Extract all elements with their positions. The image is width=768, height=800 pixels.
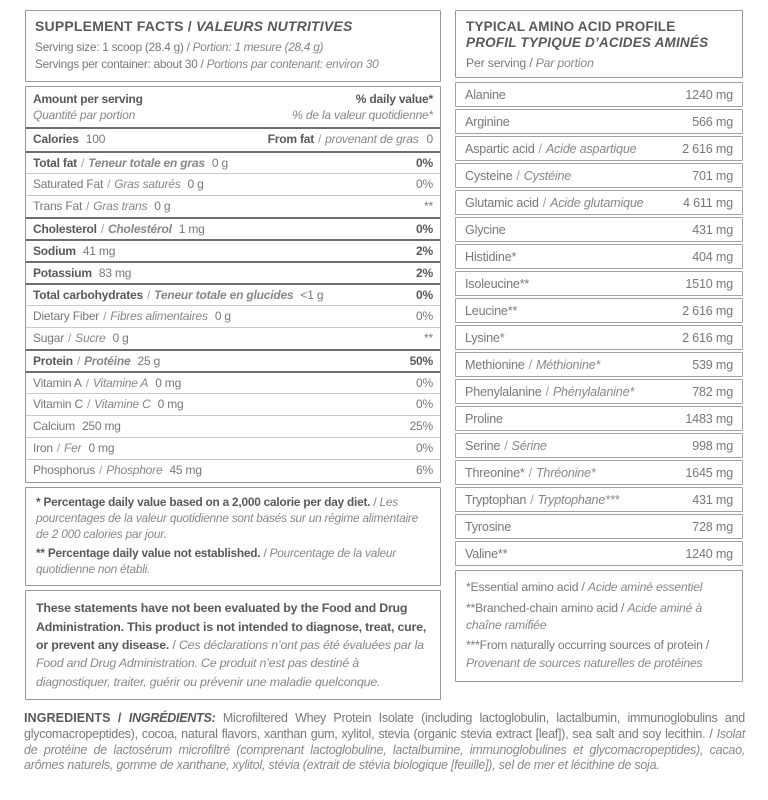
daily-value-label: % daily value* bbox=[355, 92, 433, 107]
from-fat-value: 0 bbox=[426, 132, 433, 147]
amino-name-fr: Tryptophane*** bbox=[537, 492, 620, 507]
amino-row bbox=[455, 460, 743, 485]
amino-name-en: Cysteine bbox=[465, 168, 513, 183]
amino-name-en: Lysine* bbox=[465, 330, 505, 345]
nutrient-name-en: Protein bbox=[33, 354, 73, 369]
daily-value: 0% bbox=[416, 376, 433, 391]
amino-row bbox=[455, 379, 743, 404]
nutrient-amount: 1 mg bbox=[178, 222, 205, 237]
amino-value: 2 616 mg bbox=[682, 330, 733, 345]
footnote-en: *Essential amino acid bbox=[466, 580, 579, 595]
nutrition-table-header bbox=[26, 87, 440, 129]
nutrition-row bbox=[26, 239, 440, 261]
amino-value: 1240 mg bbox=[685, 546, 733, 561]
daily-value: 0% bbox=[416, 177, 433, 192]
slash-separator: / bbox=[99, 463, 103, 478]
daily-value: 2% bbox=[416, 266, 433, 281]
slash-separator: / bbox=[86, 199, 90, 214]
nutrient-amount: 41 mg bbox=[82, 244, 116, 259]
footnote bbox=[36, 546, 430, 578]
amino-title-en: TYPICAL AMINO ACID PROFILE bbox=[466, 19, 676, 34]
disclaimer-en: These statements have not been evaluated by the Food and Drug Administration. This product is not intended to diagnose, treat, cure, or prevent any disease. bbox=[36, 601, 427, 653]
nutrition-rows bbox=[26, 151, 440, 481]
amino-name-fr: Acide aspartique bbox=[545, 141, 637, 156]
ingredients-text-fr: Isolat de protéine de lactosérum microfiltré (comprenant lactoglobuline, lactalbumine, immunoglobulines et glycomacropeptides), cacao, arômes naturels, gomme de xanthane, xylitol, stévia (extrait de stévia biologique [feuille]), sel de mer et lécithine de soja. bbox=[24, 726, 745, 773]
amino-name-en: Serine bbox=[465, 438, 501, 453]
nutrient-name-en: Saturated Fat bbox=[33, 177, 104, 192]
slash-separator: / bbox=[85, 376, 89, 391]
slash-separator: / bbox=[200, 57, 204, 72]
nutrient-amount: 25 g bbox=[137, 354, 161, 369]
slash-separator: / bbox=[76, 354, 81, 369]
nutrient-name-en: Phosphorus bbox=[33, 463, 96, 478]
per-serving-line bbox=[466, 56, 732, 70]
nutrient-name-en: Vitamin C bbox=[33, 397, 83, 412]
nutrient-name-en: Cholesterol bbox=[33, 222, 97, 237]
slash-separator: / bbox=[80, 156, 85, 171]
footnote bbox=[466, 600, 732, 635]
nutrient-name-fr: Gras trans bbox=[93, 199, 148, 214]
amino-value: 1510 mg bbox=[685, 276, 733, 291]
daily-value: 0% bbox=[416, 288, 433, 303]
amino-name-en: Glycine bbox=[465, 222, 506, 237]
slash-separator: / bbox=[373, 495, 377, 510]
per-serving-fr: Par portion bbox=[535, 56, 594, 71]
footnote bbox=[466, 579, 732, 596]
amino-value: 2 616 mg bbox=[682, 141, 733, 156]
footnote-en: **Branched-chain amino acid bbox=[466, 600, 618, 615]
slash-separator: / bbox=[87, 397, 91, 412]
amino-name-en: Threonine* bbox=[465, 465, 525, 480]
amino-value: 1645 mg bbox=[685, 465, 733, 480]
amino-value: 431 mg bbox=[692, 492, 733, 507]
nutrient-name-en: Sugar bbox=[33, 331, 65, 346]
amino-row bbox=[455, 406, 743, 431]
amino-name-fr: Acide glutamique bbox=[550, 195, 644, 210]
amino-row bbox=[455, 271, 743, 296]
nutrient-amount: 45 mg bbox=[169, 463, 202, 478]
nutrient-amount: 0 g bbox=[154, 199, 171, 214]
amino-row bbox=[455, 217, 743, 242]
amino-row bbox=[455, 352, 743, 377]
amino-value: 728 mg bbox=[692, 519, 733, 534]
nutrient-name-fr: Phosphore bbox=[106, 463, 163, 478]
nutrient-name-fr: Cholestérol bbox=[107, 222, 172, 237]
slash-separator: / bbox=[186, 40, 190, 54]
nutrition-row bbox=[26, 393, 440, 415]
amino-value: 782 mg bbox=[692, 384, 733, 399]
amino-name-en: Histidine* bbox=[465, 249, 517, 264]
amino-panel-header bbox=[455, 10, 743, 78]
nutrition-table bbox=[25, 86, 441, 483]
nutrition-row bbox=[26, 437, 440, 459]
amino-name-en: Isoleucine** bbox=[465, 276, 530, 291]
amino-name-en: Tyrosine bbox=[465, 519, 511, 534]
footnote-en: * Percentage daily value based on a 2,000 calorie per day diet. bbox=[36, 495, 371, 510]
amino-name-en: Leucine** bbox=[465, 303, 518, 318]
slash-separator: / bbox=[529, 56, 533, 71]
nutrient-name-en: Dietary Fiber bbox=[33, 309, 100, 324]
amino-row bbox=[455, 244, 743, 269]
slash-separator: / bbox=[56, 441, 61, 456]
daily-value: 25% bbox=[409, 419, 433, 434]
nutrient-amount: 83 mg bbox=[98, 266, 132, 281]
amino-row bbox=[455, 190, 743, 215]
amino-title-fr: PROFIL TYPIQUE D’ACIDES AMINÉS bbox=[466, 35, 709, 51]
amino-name-en: Valine** bbox=[465, 546, 508, 561]
amino-row bbox=[455, 109, 743, 134]
nutrient-name-fr: Gras saturés bbox=[114, 177, 181, 192]
nutrient-name-fr: Teneur totale en glucides bbox=[154, 288, 294, 303]
slash-separator: / bbox=[709, 726, 713, 741]
ingredients-section bbox=[24, 711, 745, 774]
daily-value: 0% bbox=[416, 309, 433, 324]
amino-row bbox=[455, 433, 743, 458]
amino-name-en: Phenylalanine bbox=[465, 384, 542, 399]
amino-name-fr: Thréonine* bbox=[535, 465, 596, 480]
nutrient-amount: 0 g bbox=[211, 156, 228, 171]
nutrition-row bbox=[26, 283, 440, 305]
amino-row bbox=[455, 325, 743, 350]
slash-separator: / bbox=[318, 132, 322, 147]
daily-value: 0% bbox=[416, 441, 433, 456]
amino-row bbox=[455, 487, 743, 512]
slash-separator: / bbox=[103, 309, 107, 324]
daily-value: ** bbox=[424, 199, 433, 214]
amino-name-en: Alanine bbox=[465, 87, 506, 102]
slash-separator: / bbox=[147, 288, 151, 303]
slash-separator: / bbox=[620, 600, 625, 615]
slash-separator: / bbox=[528, 357, 532, 372]
nutrition-row bbox=[26, 173, 440, 195]
slash-separator: / bbox=[263, 545, 267, 560]
amount-per-serving-label: Amount per serving bbox=[33, 92, 143, 107]
footnote bbox=[466, 637, 732, 672]
nutrition-row bbox=[26, 261, 440, 283]
footnote-fr: Acide aminé essentiel bbox=[587, 580, 703, 595]
nutrient-name-fr: Vitamine C bbox=[94, 397, 151, 412]
disclaimer-fr: Ces déclarations n’ont pas été évaluées par la Food and Drug Administration. Ce produit n’est pas destiné à diagnostiquer, traiter, guérir ou prévenir une maladie quelconque. bbox=[36, 638, 424, 689]
nutrition-row bbox=[26, 415, 440, 437]
title-fr: VALEURS NUTRITIVES bbox=[195, 18, 353, 34]
slash-separator: / bbox=[528, 465, 532, 480]
nutrient-amount: 0 mg bbox=[155, 376, 182, 391]
amino-name-fr: Phénylalanine* bbox=[552, 384, 635, 399]
nutrient-name-en: Sodium bbox=[33, 244, 76, 259]
nutrient-name-fr: Fer bbox=[64, 441, 82, 456]
serving-size-fr: Portion: 1 mesure (28,4 g) bbox=[192, 40, 324, 54]
footnote-en: ** Percentage daily value not established. bbox=[36, 545, 261, 560]
per-serving-en: Per serving bbox=[466, 56, 526, 71]
amount-per-serving-label-fr: Quantité par portion bbox=[33, 107, 136, 122]
nutrient-name-fr: Protéine bbox=[84, 354, 131, 369]
daily-value: 6% bbox=[416, 463, 433, 478]
nutrient-amount: 0 mg bbox=[157, 397, 184, 412]
slash-separator: / bbox=[68, 331, 72, 346]
amino-value: 701 mg bbox=[692, 168, 733, 183]
daily-value: 2% bbox=[416, 244, 433, 259]
amino-name-fr: Cystéine bbox=[523, 168, 572, 183]
nutrition-row bbox=[26, 195, 440, 217]
nutrient-amount: 0 g bbox=[214, 309, 231, 324]
supplement-facts-panel bbox=[25, 10, 441, 700]
nutrient-name-en: Total carbohydrates bbox=[33, 288, 144, 303]
daily-value: 0% bbox=[416, 397, 433, 412]
slash-separator: / bbox=[187, 18, 192, 34]
amino-footnotes bbox=[455, 570, 743, 682]
ingredients-label-fr: INGRÉDIENTS: bbox=[128, 711, 216, 725]
footnote-fr: Provenant de sources naturelles de protéines bbox=[466, 655, 703, 670]
nutrient-amount: 0 g bbox=[112, 331, 129, 346]
nutrition-row bbox=[26, 371, 440, 393]
amino-name-en: Arginine bbox=[465, 114, 510, 129]
amino-rows bbox=[455, 82, 743, 566]
fda-disclaimer bbox=[25, 590, 441, 700]
nutrient-name-en: Total fat bbox=[33, 156, 77, 171]
nutrient-name-en: Calories bbox=[33, 132, 79, 147]
nutrient-amount: <1 g bbox=[300, 288, 324, 303]
serving-size-en: Serving size: 1 scoop (28.4 g) bbox=[35, 40, 184, 54]
from-fat-label-fr: provenant de gras bbox=[325, 132, 419, 147]
slash-separator: / bbox=[117, 711, 122, 725]
ingredients-label-en: INGREDIENTS bbox=[24, 711, 111, 725]
footnote bbox=[36, 495, 430, 542]
nutrient-name-fr: Teneur totale en gras bbox=[88, 156, 205, 171]
amino-row bbox=[455, 298, 743, 323]
amino-row bbox=[455, 163, 743, 188]
footnote-fr: Pourcentage de la valeur quotidienne non établi. bbox=[36, 545, 396, 576]
nutrient-name-fr: Vitamine A bbox=[92, 376, 149, 391]
slash-separator: / bbox=[516, 168, 520, 183]
slash-separator: / bbox=[504, 438, 508, 453]
amino-row bbox=[455, 82, 743, 107]
from-fat-label-en: From fat bbox=[267, 132, 315, 147]
amino-name-en: Tryptophan bbox=[465, 492, 527, 507]
amino-row bbox=[455, 514, 743, 539]
nutrient-name-fr: Fibres alimentaires bbox=[110, 309, 208, 324]
serving-size-line bbox=[35, 39, 431, 56]
footnote-fr: Les pourcentages de la valeur quotidienne sont basés sur un régime alimentaire de 2 000 calories par jour. bbox=[36, 495, 418, 541]
nutrient-name-en: Vitamin A bbox=[33, 376, 82, 391]
amino-value: 998 mg bbox=[692, 438, 733, 453]
nutrition-row bbox=[26, 327, 440, 349]
header-line-en bbox=[33, 92, 433, 108]
daily-value: 0% bbox=[416, 222, 433, 237]
slash-separator: / bbox=[100, 222, 104, 237]
amino-value: 566 mg bbox=[692, 114, 733, 129]
nutrition-row bbox=[26, 459, 440, 481]
nutrition-row bbox=[26, 217, 440, 239]
slash-separator: / bbox=[530, 492, 534, 507]
daily-value-label-fr: % de la valeur quotidienne* bbox=[292, 107, 433, 122]
amino-name-en: Glutamic acid bbox=[465, 195, 539, 210]
nutrient-name-en: Calcium bbox=[33, 419, 75, 434]
amino-row bbox=[455, 136, 743, 161]
slash-separator: / bbox=[581, 580, 585, 595]
supplement-facts-header bbox=[25, 10, 441, 82]
slash-separator: / bbox=[107, 177, 111, 192]
slash-separator: / bbox=[545, 384, 549, 399]
footnote-list bbox=[36, 495, 430, 577]
title-en: SUPPLEMENT FACTS bbox=[35, 18, 184, 34]
amino-value: 1483 mg bbox=[685, 411, 733, 426]
amino-name-en: Aspartic acid bbox=[465, 141, 535, 156]
nutrition-row bbox=[26, 305, 440, 327]
nutrition-row bbox=[26, 151, 440, 173]
nutrition-row bbox=[26, 349, 440, 371]
amino-acid-panel bbox=[455, 10, 743, 682]
nutrient-amount: 100 bbox=[85, 132, 106, 147]
nutrient-amount: 0 mg bbox=[88, 441, 115, 456]
nutrient-amount: 0 g bbox=[187, 177, 204, 192]
amino-value: 404 mg bbox=[692, 249, 733, 264]
footnote-list bbox=[466, 579, 732, 672]
daily-value: 50% bbox=[409, 354, 433, 369]
servings-en: Servings per container: about 30 bbox=[35, 57, 198, 72]
from-fat-group bbox=[268, 132, 433, 146]
daily-value: 0% bbox=[416, 156, 433, 171]
servings-per-container-line bbox=[35, 56, 431, 73]
header-line-fr bbox=[33, 108, 433, 124]
daily-value-footnotes bbox=[25, 487, 441, 586]
slash-separator: / bbox=[705, 638, 710, 653]
footnote-en: ***From naturally occurring sources of protein bbox=[466, 638, 703, 653]
amino-value: 2 616 mg bbox=[682, 303, 733, 318]
nutrient-name-fr: Sucre bbox=[75, 331, 106, 346]
amino-row bbox=[455, 541, 743, 566]
amino-value: 1240 mg bbox=[685, 87, 733, 102]
servings-fr: Portions par contenant: environ 30 bbox=[206, 57, 379, 72]
daily-value: ** bbox=[424, 331, 433, 346]
nutrient-name-en: Trans Fat bbox=[33, 199, 83, 214]
ingredients-text-en: Microfiltered Whey Protein Isolate (including lactoglobulin, lactalbumin, immunoglobulins and glycomacropeptides), cocoa, natural flavors, xanthan gum, xylitol, stevia (organic stevia extract [leaf]), sea salt and soy lecithin. bbox=[24, 711, 745, 741]
footnote-fr: Acide aminé à chaîne ramifiée bbox=[466, 600, 702, 633]
slash-separator: / bbox=[538, 141, 542, 156]
slash-separator: / bbox=[172, 638, 176, 653]
amino-name-en: Methionine bbox=[465, 357, 525, 372]
nutrition-row-calories bbox=[26, 129, 440, 151]
amino-name-fr: Méthionine* bbox=[535, 357, 601, 372]
nutrient-name-en: Potassium bbox=[33, 266, 92, 281]
nutrient-amount: 250 mg bbox=[81, 419, 121, 434]
slash-separator: / bbox=[542, 195, 547, 210]
amino-value: 4 611 mg bbox=[683, 195, 733, 210]
amino-name-en: Proline bbox=[465, 411, 503, 426]
amino-name-fr: Sérine bbox=[511, 438, 547, 453]
panel-title bbox=[35, 18, 431, 34]
amino-value: 539 mg bbox=[692, 357, 733, 372]
amino-value: 431 mg bbox=[692, 222, 733, 237]
nutrient-name-en: Iron bbox=[33, 441, 53, 456]
